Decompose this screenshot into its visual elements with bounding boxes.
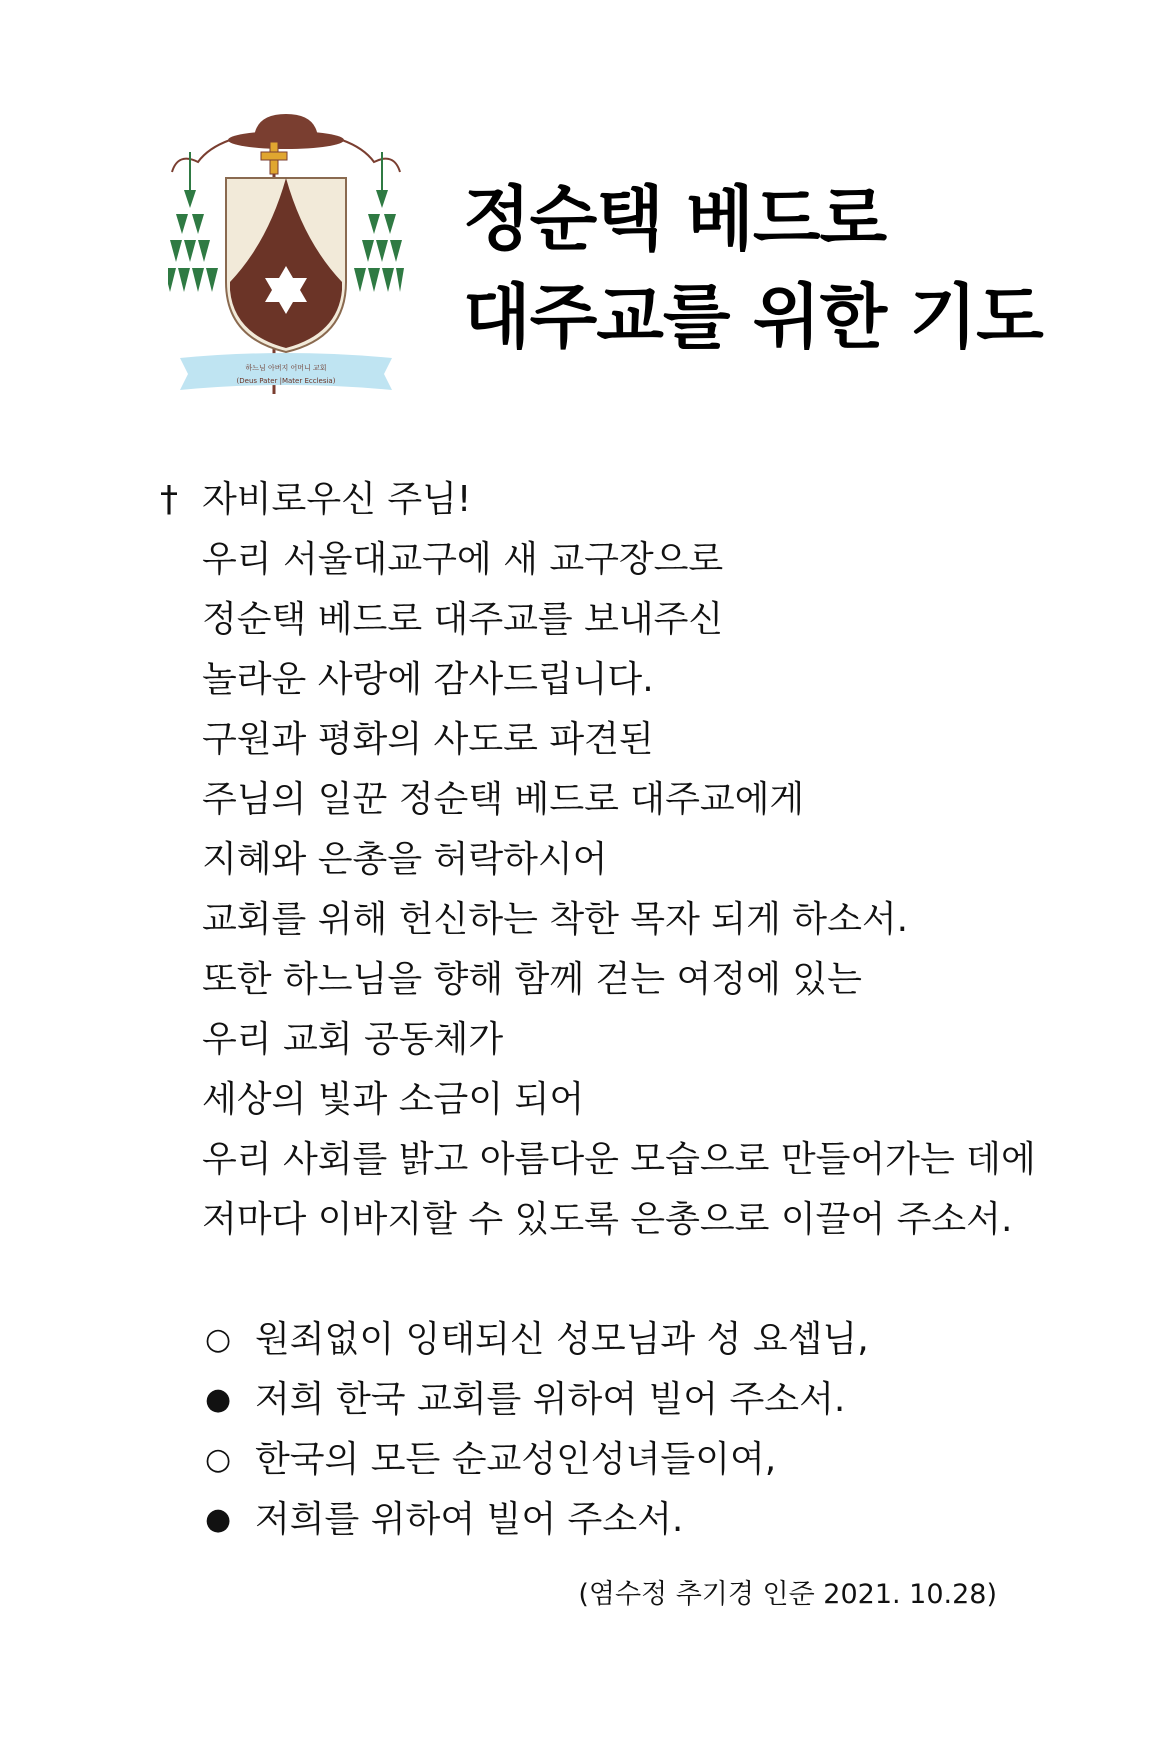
- title-line-2: 대주교를 위한 기도: [463, 276, 1043, 358]
- hat-cord-left: [172, 140, 230, 172]
- prayer-line-text: 교회를 위해 헌신하는 착한 목자 되게 하소서.: [202, 899, 909, 940]
- prayer-line: [160, 1070, 1036, 1130]
- litany-text: 저희를 위하여 빌어 주소서.: [255, 1499, 684, 1540]
- prayer-line: [160, 1190, 1036, 1250]
- tassels-left: [168, 152, 218, 292]
- prayer-line: [160, 710, 1036, 770]
- open-circle-icon: ○: [205, 1442, 232, 1477]
- litany-text: 한국의 모든 순교성인성녀들이여,: [255, 1439, 777, 1480]
- prayer-line: [160, 650, 1036, 710]
- litany-text: 원죄없이 잉태되신 성모님과 성 요셉님,: [255, 1319, 869, 1360]
- prayer-line-text: 우리 서울대교구에 새 교구장으로: [202, 539, 724, 580]
- litany-section: [205, 1310, 869, 1550]
- prayer-line: [160, 1010, 1036, 1070]
- motto-korean-text: 하느님 아버지 어머니 교회: [245, 364, 327, 372]
- page-title: [463, 170, 1043, 366]
- prayer-line: [160, 770, 1036, 830]
- hat-cord-right: [342, 140, 400, 172]
- prayer-line: [160, 890, 1036, 950]
- litany-line: [205, 1490, 869, 1550]
- prayer-line-text: 저마다 이바지할 수 있도록 은총으로 이끌어 주소서.: [202, 1199, 1013, 1240]
- open-circle-icon: ○: [205, 1322, 232, 1357]
- prayer-line: [160, 1130, 1036, 1190]
- prayer-line: [160, 590, 1036, 650]
- prayer-line-text: 구원과 평화의 사도로 파견된: [202, 719, 654, 760]
- prayer-line-text: 우리 사회를 밝고 아름다운 모습으로 만들어가는 데에: [202, 1139, 1036, 1180]
- title-line-1: 정순택 베드로: [463, 178, 887, 260]
- prayer-body: [160, 470, 1036, 1250]
- litany-line: [205, 1310, 869, 1370]
- litany-line: [205, 1370, 869, 1430]
- filled-circle-icon: ●: [205, 1382, 232, 1417]
- prayer-line-text: 자비로우신 주님!: [202, 479, 472, 520]
- prayer-line-text: 세상의 빛과 소금이 되어: [202, 1079, 585, 1120]
- motto-latin-text: (Deus Pater |Mater Ecclesia): [236, 377, 336, 385]
- dagger-cross-icon: †: [160, 479, 178, 520]
- prayer-line: [160, 950, 1036, 1010]
- litany-line: [205, 1430, 869, 1490]
- prayer-line-text: 우리 교회 공동체가: [202, 1019, 504, 1060]
- prayer-line: [160, 470, 1036, 530]
- filled-circle-icon: ●: [205, 1502, 232, 1537]
- litany-text: 저희 한국 교회를 위하여 빌어 주소서.: [255, 1379, 846, 1420]
- hat-crown: [254, 114, 318, 138]
- prayer-line-text: 주님의 일꾼 정순택 베드로 대주교에게: [202, 779, 805, 820]
- prayer-line-text: 정순택 베드로 대주교를 보내주신: [202, 599, 724, 640]
- prayer-line: [160, 530, 1036, 590]
- coat-of-arms-emblem: [168, 112, 404, 394]
- prayer-line-text: 또한 하느님을 향해 함께 걷는 여정에 있는: [202, 959, 862, 1000]
- prayer-line-text: 지혜와 은총을 허락하시어: [202, 839, 608, 880]
- prayer-line-text: 놀라운 사랑에 감사드립니다.: [202, 659, 654, 700]
- approval-note: (염수정 추기경 인준 2021. 10.28): [578, 1579, 997, 1610]
- tassels-right: [354, 152, 404, 292]
- prayer-line: [160, 830, 1036, 890]
